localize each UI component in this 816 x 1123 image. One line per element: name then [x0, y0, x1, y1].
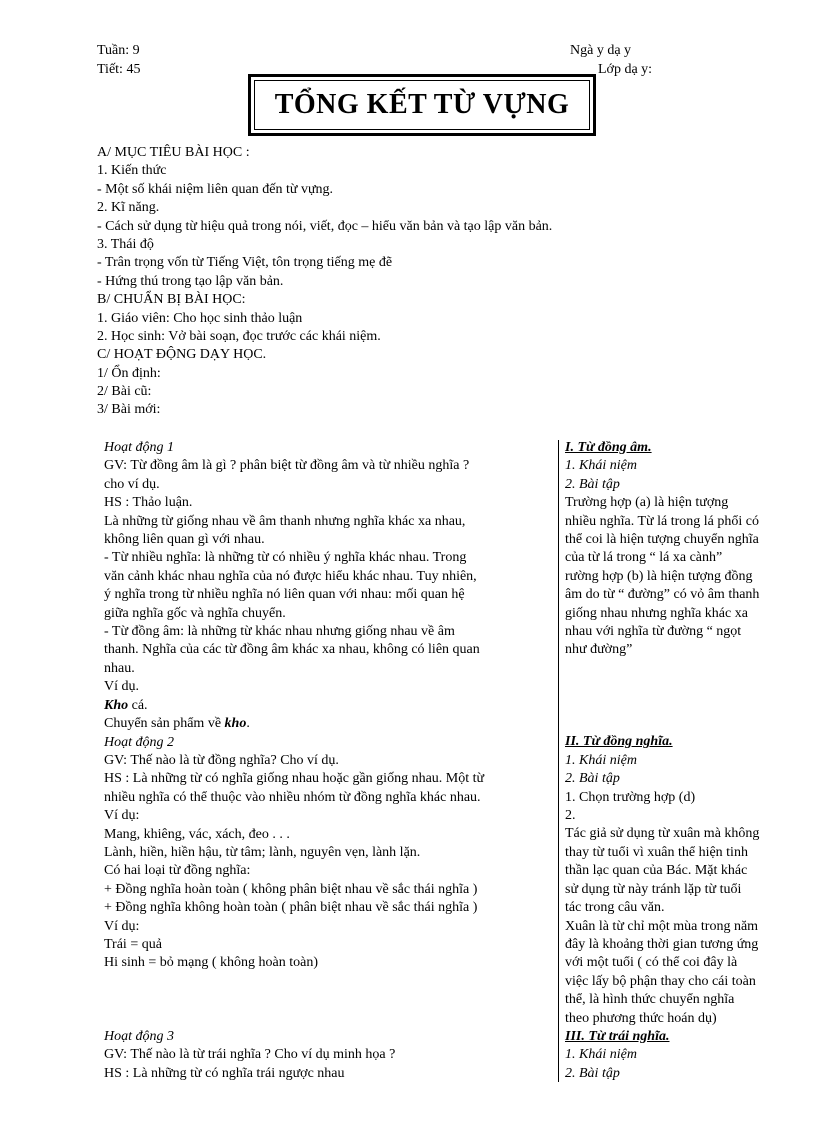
text-line: với một tuổi ( có thể coi đây là — [565, 955, 738, 971]
section-heading: I. Từ đồng âm. — [565, 440, 652, 455]
column-divider — [558, 440, 559, 1082]
activity-heading: Hoạt động 2 — [104, 734, 174, 750]
intro-line: - Hứng thú trong tạo lập văn bản. — [97, 273, 284, 289]
intro-line: 3/ Bài mới: — [97, 402, 161, 418]
text-line: việc lấy bộ phận thay cho cái toàn — [565, 973, 756, 989]
text-line: ý nghĩa trong từ nhiều nghĩa nó liên quan với nhau: mối quan hệ — [104, 587, 465, 603]
text-line: rường hợp (b) là hiện tượng đồng — [565, 568, 753, 584]
text-line: như đường” — [565, 642, 633, 658]
activity-heading: Hoạt động 1 — [104, 440, 174, 455]
text-line: của từ lá trong “ lá xa cành” — [565, 550, 723, 566]
text-line: Xuân là từ chỉ một mùa trong năm — [565, 918, 759, 934]
intro-line: 1/ Ổn định: — [97, 365, 161, 381]
spacer — [565, 660, 801, 678]
period-label: Tiết: 45 — [97, 62, 141, 77]
text-line: 2. — [565, 808, 576, 824]
text-line: Trường hợp (a) là hiện tượng — [565, 495, 729, 511]
text-line: - Từ đồng âm: là những từ khác nhau nhưng giống nhau về âm — [104, 624, 455, 640]
text-line: văn cảnh khác nhau nghĩa của nó được hiểu khác nhau. Tuy nhiên, — [104, 568, 477, 584]
text-line: GV: Từ đồng âm là gì ? phân biệt từ đồng âm và từ nhiều nghĩa ? — [104, 458, 470, 474]
text-line: 1. Chọn trường hợp (d) — [565, 789, 696, 805]
text-line: tác trong câu văn. — [565, 900, 665, 916]
text-line: cho ví dụ. — [104, 476, 160, 492]
page-title: TỔNG KẾT TỪ VỰNG — [274, 89, 570, 120]
intro-section — [97, 144, 552, 420]
spacer — [565, 697, 801, 715]
text-line: âm do từ “ đường” có vỏ âm thanh — [565, 587, 760, 603]
text-line: Tác giả sử dụng từ xuân mà không — [565, 826, 760, 842]
text-line: thần lạc quan của Bác. Mặt khác — [565, 863, 748, 879]
subheading: 1. Khái niệm — [565, 752, 637, 768]
text-line: sử dụng từ này tránh lặp từ tuổi — [565, 881, 742, 897]
intro-line: 2/ Bài cũ: — [97, 384, 152, 400]
emphasis-word: Kho — [104, 697, 129, 713]
intro-line: - Một số khái niệm liên quan đến từ vựng. — [97, 181, 334, 197]
text-line: + Đồng nghĩa hoàn toàn ( không phân biệt nhau về sắc thái nghĩa ) — [104, 881, 478, 897]
text-line: thanh. Nghĩa của các từ đồng âm khác xa nhau, không có liên quan — [104, 642, 480, 658]
text-line: theo phương thức hoán dụ) — [565, 1010, 717, 1026]
text-span: . — [246, 716, 250, 732]
subheading: 2. Bài tập — [565, 476, 620, 492]
text-line: HS : Là những từ có nghĩa giống nhau hoặc gần giống nhau. Một từ — [104, 771, 485, 787]
summary-column — [565, 439, 801, 1083]
text-line: giống nhau nhưng nghĩa khác xa — [565, 605, 748, 621]
title-frame — [248, 74, 596, 136]
subheading: 2. Bài tập — [565, 1065, 620, 1081]
intro-line: - Trân trọng vốn từ Tiếng Việt, tôn trọng tiếng mẹ đẽ — [97, 255, 393, 271]
intro-line: 3. Thái độ — [97, 236, 154, 252]
text-line: thể coi là hiện tượng chuyển nghĩa — [565, 532, 759, 548]
section-heading: III. Từ trái nghĩa. — [565, 1028, 670, 1044]
subheading: 1. Khái niệm — [565, 1047, 637, 1063]
teach-date-label: Ngà y dạ y — [570, 43, 632, 58]
text-line: thể, là hình thức chuyển nghĩa — [565, 992, 735, 1008]
activity-heading: Hoạt động 3 — [104, 1028, 174, 1044]
text-line: Là những từ giống nhau về âm thanh nhưng nghĩa khác xa nhau, — [104, 513, 466, 529]
intro-line: 2. Học sinh: Vở bài soạn, đọc trước các khái niệm. — [97, 328, 381, 344]
text-line: Có hai loại từ đồng nghĩa: — [104, 863, 251, 879]
text-line: GV: Thế nào là từ đồng nghĩa? Cho ví dụ. — [104, 752, 339, 768]
teach-class-label: Lớp dạ y: — [598, 62, 653, 77]
text-line: nhau với nghĩa từ đường “ ngọt — [565, 624, 742, 640]
text-line: HS : Là những từ có nghĩa trái ngược nhau — [104, 1065, 345, 1081]
text-line: Ví dụ: — [104, 918, 140, 934]
intro-line: 1. Giáo viên: Cho học sinh thảo luận — [97, 310, 303, 326]
spacer — [104, 1010, 552, 1028]
text-span: Chuyển sản phẩm về — [104, 716, 225, 732]
text-line: không liên quan gì với nhau. — [104, 532, 265, 548]
spacer — [104, 973, 552, 991]
text-line: nhau. — [104, 660, 135, 676]
text-line: Lành, hiền, hiền hậu, từ tâm; lành, nguyên vẹn, lành lặn. — [104, 844, 421, 860]
intro-line: A/ MỤC TIÊU BÀI HỌC : — [97, 145, 250, 160]
subheading: 1. Khái niệm — [565, 458, 637, 474]
section-heading: II. Từ đồng nghĩa. — [565, 734, 673, 750]
example-line — [104, 697, 552, 715]
text-line: nhiều nghĩa. Từ lá trong lá phổi có — [565, 513, 759, 529]
spacer — [565, 715, 801, 733]
week-label: Tuần: 9 — [97, 43, 140, 58]
text-line: Mang, khiêng, vác, xách, đeo . . . — [104, 826, 290, 842]
intro-line: B/ CHUẨN BỊ BÀI HỌC: — [97, 292, 246, 308]
intro-line: 2. Kĩ năng. — [97, 200, 160, 216]
text-line: HS : Thảo luận. — [104, 495, 193, 511]
text-line: giữa nghĩa gốc và nghĩa chuyển. — [104, 605, 286, 621]
emphasis-word: kho — [224, 716, 247, 732]
text-line: GV: Thế nào là từ trái nghĩa ? Cho ví dụ minh họa ? — [104, 1047, 396, 1063]
subheading: 2. Bài tập — [565, 771, 620, 787]
intro-line: C/ HOẠT ĐỘNG DẠY HỌC. — [97, 347, 267, 363]
text-line: Hi sinh = bỏ mạng ( không hoàn toàn) — [104, 955, 318, 971]
example-line — [104, 715, 552, 733]
spacer — [104, 991, 552, 1009]
text-line: + Đồng nghĩa không hoàn toàn ( phân biệt nhau về sắc thái nghĩa ) — [104, 900, 478, 916]
text-span: cá. — [128, 697, 148, 713]
text-line: Ví dụ. — [104, 679, 139, 695]
text-line: Trái = quả — [104, 936, 162, 952]
text-line: đây là khoảng thời gian tương ứng — [565, 936, 759, 952]
text-line: nhiều nghĩa có thể thuộc vào nhiều nhóm từ đồng nghĩa khác nhau. — [104, 789, 481, 805]
spacer — [565, 678, 801, 696]
text-line: thay từ tuổi vì xuân thể hiện tinh — [565, 844, 748, 860]
text-line: - Từ nhiều nghĩa: là những từ có nhiều ý nghĩa khác nhau. Trong — [104, 550, 467, 566]
text-line: Ví dụ: — [104, 808, 140, 824]
title-inner-frame — [254, 80, 590, 130]
intro-line: - Cách sử dụng từ hiệu quả trong nói, viết, đọc – hiểu văn bản và tạo lập văn bản. — [97, 218, 553, 234]
intro-line: 1. Kiến thức — [97, 163, 167, 179]
activities-column — [104, 439, 552, 1083]
